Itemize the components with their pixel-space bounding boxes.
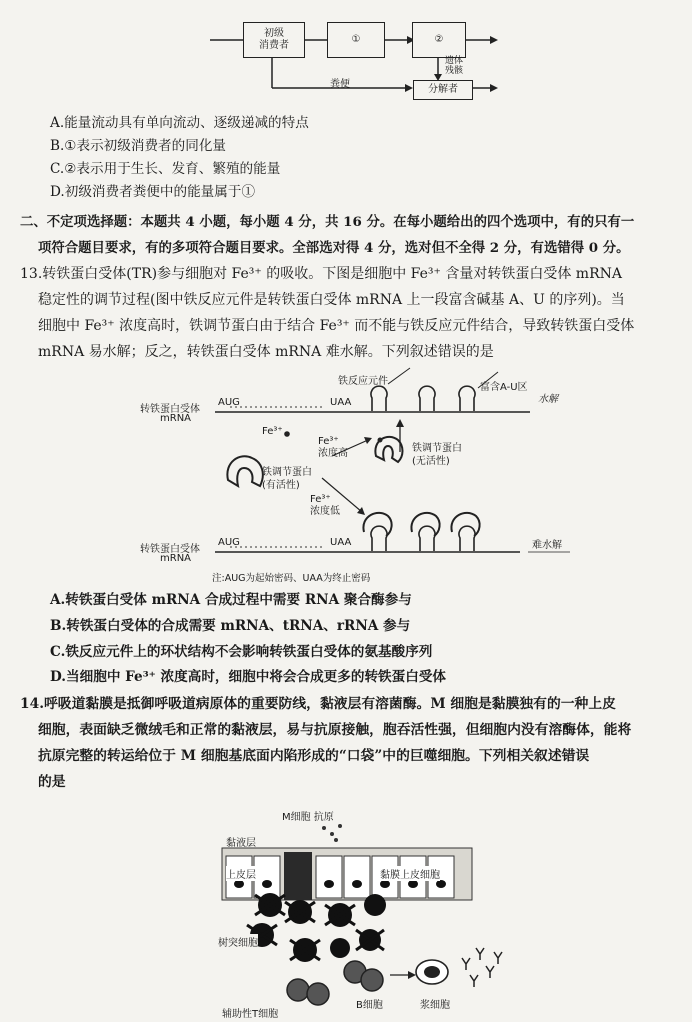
q13-option-d: D.当细胞中 Fe³⁺ 浓度高时，细胞中将会合成更多的转铁蛋白受体 <box>50 669 447 685</box>
ire-label: 铁反应元件 <box>338 376 388 387</box>
uaa-top: UAA <box>330 397 352 408</box>
mrna-sub-top: mRNA <box>160 413 192 424</box>
irp-inactive-label: 铁调节蛋白 (无活性) <box>412 443 462 467</box>
q14-line2: 细胞，表面缺乏微绒毛和正常的黏液层，易与抗原接触，胞吞活性强，但细胞内没有溶酶体，能将 <box>38 722 632 738</box>
label-mucus: 黏液层 <box>226 838 256 849</box>
label-plasma: 浆细胞 <box>420 1000 450 1011</box>
label-m-cell-antigen: M细胞 抗原 <box>282 812 334 823</box>
q13-line1: 13.转铁蛋白受体(TR)参与细胞对 Fe³⁺ 的吸收。下图是细胞中 Fe³⁺ 含量对转铁蛋白受体 mRNA <box>20 266 622 282</box>
q13-option-a: A.转铁蛋白受体 mRNA 合成过程中需要 RNA 聚合酶参与 <box>50 592 412 608</box>
q13-line2: 稳定性的调节过程(图中铁反应元件是转铁蛋白受体 mRNA 上一段富含碱基 A、U 的序列)。当 <box>38 292 625 308</box>
box-primary-consumer: 初级 消费者 <box>243 22 305 58</box>
fe-high-label: Fe³⁺ 浓度高 <box>318 436 348 459</box>
label-epithelial-cell: 黏膜上皮细胞 <box>380 866 440 881</box>
q14-line4: 的是 <box>38 774 66 790</box>
mrna-sub-bottom: mRNA <box>160 553 192 564</box>
irp-active-label: 铁调节蛋白 (有活性) <box>262 467 312 491</box>
box-decomposer: 分解者 <box>413 80 473 100</box>
label-feces: 粪便 <box>330 79 350 90</box>
hard-hydrolysis-label: 难水解 <box>532 540 562 551</box>
section2-line1: 二、不定项选择题：本题共 4 小题，每小题 4 分，共 16 分。在每小题给出的四个选项中，有的只有一 <box>20 214 635 230</box>
q14-line3: 抗原完整的转运给位于 M 细胞基底面内陷形成的“口袋”中的巨噬细胞。下列相关叙述错误 <box>38 748 590 764</box>
au-rich-label: 富含A-U区 <box>480 382 528 393</box>
aug-bottom: AUG <box>218 537 240 548</box>
q13-line3: 细胞中 Fe³⁺ 浓度高时，铁调节蛋白由于结合 Fe³⁺ 而不能与铁反应元件结合，导致转铁蛋白受体 <box>38 318 635 334</box>
q14-line1: 14.呼吸道黏膜是抵御呼吸道病原体的重要防线，黏液层有溶菌酶。M 细胞是黏膜独有的一种上皮 <box>20 696 616 712</box>
mrna-label-bottom: 转铁蛋白受体 <box>140 544 200 555</box>
label-epithelium: 上皮层 <box>226 866 256 881</box>
q13-option-c: C.铁反应元件上的环状结构不会影响转铁蛋白受体的氨基酸序列 <box>50 644 433 660</box>
fe-label: Fe³⁺ <box>262 426 283 437</box>
q12-option-b: B.①表示初级消费者的同化量 <box>50 138 227 154</box>
uaa-bottom: UAA <box>330 537 352 548</box>
q13-option-b: B.转铁蛋白受体的合成需要 mRNA、tRNA、rRNA 参与 <box>50 618 411 634</box>
label-remains: 遗体 残骸 <box>445 56 464 76</box>
label-dendritic: 树突细胞 <box>218 934 258 949</box>
label-helper-t: 辅助性T细胞 <box>222 1009 279 1020</box>
q13-figure <box>215 368 570 552</box>
hydrolysis-label: 水解 <box>538 394 558 405</box>
q12-option-c: C.②表示用于生长、发育、繁殖的能量 <box>50 161 281 177</box>
box-2: ② <box>412 22 466 58</box>
q14-figure <box>222 824 502 1005</box>
aug-top: AUG <box>218 397 240 408</box>
q12-option-d: D.初级消费者粪便中的能量属于① <box>50 184 256 200</box>
q13-figure-note: 注:AUG为起始密码、UAA为终止密码 <box>212 573 371 584</box>
label-b-cell: B细胞 <box>356 1000 383 1011</box>
q12-option-a: A.能量流动具有单向流动、逐级递减的特点 <box>50 115 309 131</box>
box-1: ① <box>327 22 385 58</box>
mrna-label-top: 转铁蛋白受体 <box>140 404 200 415</box>
q13-line4: mRNA 易水解；反之，转铁蛋白受体 mRNA 难水解。下列叙述错误的是 <box>38 344 494 360</box>
fe-low-label: Fe³⁺ 浓度低 <box>310 494 340 517</box>
section2-line2: 项符合题目要求，有的多项符合题目要求。全部选对得 4 分，选对但不全得 2 分，有选错得 0 分。 <box>38 240 630 256</box>
